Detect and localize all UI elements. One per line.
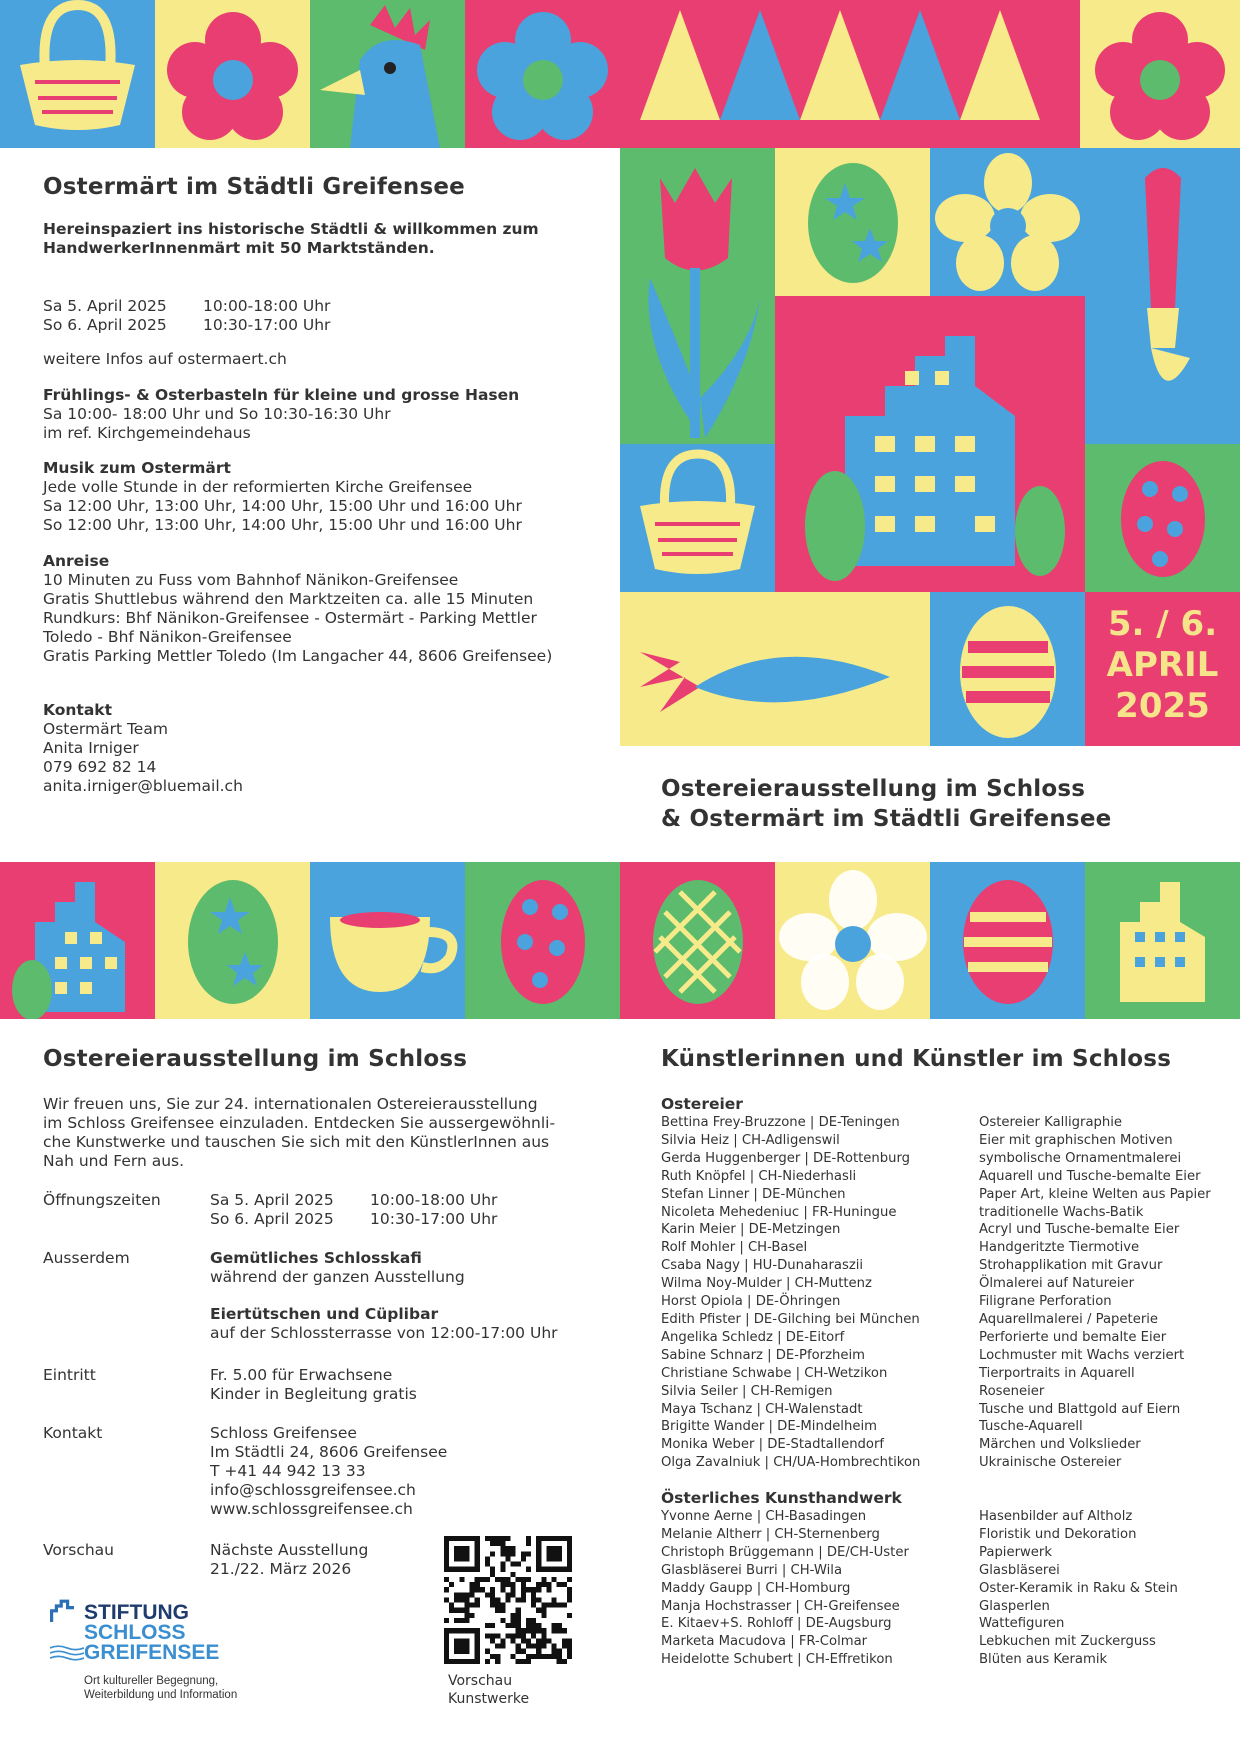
coffee-cup-icon — [310, 862, 465, 1019]
artist-name: Monika Weber | DE-Stadtallendorf — [661, 1437, 885, 1453]
carrot-tile — [1085, 148, 1240, 444]
qr-caption: Vorschau Kunstwerke — [448, 1673, 530, 1707]
rooster-tile — [310, 0, 465, 148]
artist-technique: Strohapplikation mit Gravur — [979, 1258, 1163, 1274]
artist-technique: Blüten aus Keramik — [979, 1652, 1108, 1668]
flower-tile — [155, 0, 310, 148]
carrot-tile-2 — [620, 592, 930, 746]
craft-techniques-list — [979, 1508, 1239, 1669]
artist-technique: Aquarell und Tusche-bemalte Eier — [979, 1168, 1201, 1184]
artist-name: Stefan Linner | DE-München — [661, 1186, 846, 1202]
artist-technique: Lebkuchen mit Zuckerguss — [979, 1634, 1156, 1650]
artist-name: Olga Zavalniuk | CH/UA-Hombrechtikon — [661, 1455, 921, 1471]
star-egg-tile-2 — [155, 862, 310, 1019]
artist-technique: Roseneier — [979, 1383, 1045, 1399]
artist-name: Silvia Heiz | CH-Adligenswil — [661, 1132, 840, 1148]
artist-technique: Papierwerk — [979, 1544, 1052, 1560]
tulip-icon — [620, 148, 775, 444]
flower-icon — [155, 0, 310, 148]
qr-code[interactable] — [444, 1536, 572, 1664]
artist-name: Silvia Seiler | CH-Remigen — [661, 1383, 833, 1399]
artist-technique: Märchen und Volkslieder — [979, 1437, 1141, 1453]
castle-logo-icon — [50, 1598, 82, 1630]
date-tile — [1085, 592, 1240, 746]
market-awning-icon — [620, 0, 1080, 148]
kontakt-block: Kontakt Ostermärt Team Anita Irniger 079 692 82 14 anita.irniger@bluemail.ch — [43, 701, 613, 796]
basket-icon — [620, 444, 775, 592]
poster-illustration — [620, 148, 1240, 746]
artist-technique: Eier mit graphischen Motiven — [979, 1132, 1173, 1148]
dotted-egg-tile-2 — [465, 862, 620, 1019]
striped-egg-icon — [930, 862, 1085, 1019]
ostermaert-dates: Sa 5. April 2025 10:00-18:00 Uhr So 6. April 2025 10:30-17:00 Uhr — [43, 297, 331, 334]
artist-technique: Ukrainische Ostereier — [979, 1455, 1122, 1471]
artist-technique: Tierportraits in Aquarell — [979, 1365, 1135, 1381]
flower-tile-2 — [465, 0, 620, 148]
artist-name: Brigitte Wander | DE-Mindelheim — [661, 1419, 877, 1435]
artist-technique: Tusche-Aquarell — [979, 1419, 1083, 1435]
eggs-names-list — [661, 1114, 961, 1472]
artist-name: Angelika Schledz | DE-Eitorf — [661, 1329, 845, 1345]
contact-email[interactable]: info@schlossgreifensee.ch — [210, 1481, 416, 1499]
exhibition-intro: Wir freuen uns, Sie zur 24. internationalen Ostereierausstellung im Schloss Greifensee einzuladen. Entdecken Sie aussergewöhnli- che Kunstwerke und tauschen Sie sich mit den KünstlerInnen aus Nah und Fern aus. — [43, 1095, 556, 1170]
flower-icon — [1080, 0, 1240, 148]
tulip-tile — [620, 148, 775, 444]
craft-heading: Österliches Kunsthandwerk — [661, 1489, 902, 1507]
top-illustration-strip — [0, 0, 1240, 148]
star-egg-icon — [775, 148, 930, 296]
artist-name: Christoph Brüggemann | DE/CH-Uster — [661, 1544, 909, 1560]
waves-logo-icon — [50, 1644, 84, 1662]
striped-egg-icon — [930, 592, 1085, 746]
artist-technique: Acryl und Tusche-bemalte Eier — [979, 1222, 1180, 1238]
artists-title: Künstlerinnen und Künstler im Schloss — [661, 1046, 1172, 1072]
dotted-egg-icon — [1085, 444, 1240, 592]
basket-icon — [0, 0, 155, 148]
stiftung-logo — [50, 1598, 280, 1708]
artist-technique: Glasperlen — [979, 1598, 1050, 1614]
eggs-heading: Ostereier — [661, 1095, 743, 1113]
dotted-egg-tile — [1085, 444, 1240, 592]
logo-line-3: GREIFENSEE — [84, 1641, 220, 1664]
basket-tile — [0, 0, 155, 148]
date-line-3: 2025 — [1115, 686, 1210, 726]
flower-icon — [465, 0, 620, 148]
date-line-1: 5. / 6. — [1107, 604, 1218, 644]
cup-tile — [310, 862, 465, 1019]
flower-tile-3 — [1080, 0, 1240, 148]
artist-name: Glasbläserei Burri | CH-Wila — [661, 1562, 843, 1578]
artist-name: E. Kitaev+S. Rohloff | DE-Augsburg — [661, 1616, 892, 1632]
flower-tile-5 — [775, 862, 930, 1019]
artist-technique: Wattefiguren — [979, 1616, 1065, 1632]
artist-technique: Tusche und Blattgold auf Eiern — [979, 1401, 1181, 1417]
artist-name: Sabine Schnarz | DE-Pforzheim — [661, 1347, 865, 1363]
artist-name: Karin Meier | DE-Metzingen — [661, 1222, 841, 1238]
artist-name: Maya Tschanz | CH-Walenstadt — [661, 1401, 863, 1417]
artist-name: Nicoleta Mehedeniuc | FR-Huningue — [661, 1204, 897, 1220]
more-info-link[interactable]: weitere Infos auf ostermaert.ch — [43, 350, 287, 368]
flower-icon — [775, 862, 930, 1019]
ostermaert-intro: Hereinspaziert ins historische Städtli & willkommen zum HandwerkerInnenmärt mit 50 Marktständen. — [43, 220, 539, 257]
ostermaert-section — [43, 172, 613, 796]
artist-technique: Perforierte und bemalte Eier — [979, 1329, 1167, 1345]
carrot-brush-icon — [1085, 148, 1240, 444]
artist-technique: Aquarellmalerei / Papeterie — [979, 1311, 1159, 1327]
checkered-egg-icon — [620, 862, 775, 1019]
eggs-techniques-list — [979, 1114, 1239, 1472]
artist-technique: Glasbläserei — [979, 1562, 1060, 1578]
artist-technique: traditionelle Wachs-Batik — [979, 1204, 1144, 1220]
house-tile-3 — [1085, 862, 1240, 1019]
house-tile-2 — [0, 862, 155, 1019]
artist-technique: Ölmalerei auf Natureier — [979, 1276, 1135, 1292]
kontakt-email[interactable]: anita.irniger@bluemail.ch — [43, 777, 243, 795]
artist-name: Ruth Knöpfel | CH-Niederhasli — [661, 1168, 857, 1184]
house-icon — [775, 296, 1085, 592]
logo-line-1: STIFTUNG — [84, 1601, 189, 1624]
artist-name: Melanie Altherr | CH-Sternenberg — [661, 1526, 880, 1542]
artist-name: Edith Pfister | DE-Gilching bei München — [661, 1311, 920, 1327]
artist-name: Csaba Nagy | HU-Dunaharaszii — [661, 1258, 864, 1274]
artist-name: Christiane Schwabe | CH-Wetzikon — [661, 1365, 888, 1381]
awning-tile — [620, 0, 1080, 148]
basteln-block: Frühlings- & Osterbasteln für kleine und grosse Hasen Sa 10:00- 18:00 Uhr und So 10:30-16:30 Uhr im ref. Kirchgemeindehaus — [43, 386, 520, 442]
logo-tagline-1: Ort kultureller Begegnung, — [84, 1675, 219, 1687]
basket-tile-2 — [620, 444, 775, 592]
poster-title: Ostereierausstellung im Schloss & Ostermärt im Städtli Greifensee — [661, 776, 1112, 832]
artist-technique: Hasenbilder auf Altholz — [979, 1509, 1133, 1524]
middle-illustration-strip — [0, 862, 1240, 1019]
contact-website[interactable]: www.schlossgreifensee.ch — [210, 1500, 413, 1518]
artist-name: Heidelotte Schubert | CH-Effretikon — [661, 1652, 893, 1668]
artist-name: Bettina Frey-Bruzzone | DE-Teningen — [661, 1115, 900, 1130]
artist-technique: Floristik und Dekoration — [979, 1526, 1137, 1542]
exhibition-title: Ostereierausstellung im Schloss — [43, 1046, 468, 1072]
flower-icon — [930, 148, 1085, 296]
craft-names-list — [661, 1508, 961, 1669]
artist-technique: Ostereier Kalligraphie — [979, 1115, 1123, 1130]
artist-name: Horst Opiola | DE-Öhringen — [661, 1294, 841, 1310]
logo-tagline-2: Weiterbildung und Information — [84, 1689, 238, 1701]
artist-name: Yvonne Aerne | CH-Basadingen — [661, 1509, 867, 1524]
ostermaert-title: Ostermärt im Städtli Greifensee — [43, 174, 465, 200]
star-egg-icon — [155, 862, 310, 1019]
striped-egg-tile-2 — [930, 862, 1085, 1019]
dotted-egg-icon — [465, 862, 620, 1019]
date-line-2: APRIL — [1106, 645, 1219, 685]
artist-name: Marketa Macudova | FR-Colmar — [661, 1634, 868, 1650]
artist-technique: Oster-Keramik in Raku & Stein — [979, 1580, 1178, 1596]
artist-technique: Paper Art, kleine Welten aus Papier — [979, 1186, 1211, 1202]
artist-name: Gerda Huggenberger | DE-Rottenburg — [661, 1150, 911, 1166]
qr-code-icon[interactable] — [444, 1536, 572, 1664]
musik-block: Musik zum Ostermärt Jede volle Stunde in der reformierten Kirche Greifensee Sa 12:00 Uhr, 13:00 Uhr, 14:00 Uhr, 15:00 Uhr und 16:00 Uhr So 12:00 Uhr, 13:00 Uhr, 14:00 Uhr, 15:00 Uhr und 16:00 Uhr — [43, 459, 522, 534]
house-icon — [1085, 862, 1240, 1019]
artist-technique: Filigrane Perforation — [979, 1294, 1112, 1310]
artist-technique: Handgeritzte Tiermotive — [979, 1240, 1140, 1256]
artist-technique: Lochmuster mit Wachs verziert — [979, 1347, 1185, 1363]
artist-name: Maddy Gaupp | CH-Homburg — [661, 1580, 851, 1596]
artist-technique: symbolische Ornamentmalerei — [979, 1150, 1182, 1166]
carrot-icon — [620, 592, 930, 746]
house-tile — [775, 296, 1085, 592]
house-icon — [0, 862, 155, 1019]
striped-egg-tile — [930, 592, 1085, 746]
artist-name: Manja Hochstrasser | CH-Greifensee — [661, 1598, 900, 1614]
artist-name: Wilma Noy-Mulder | CH-Muttenz — [661, 1276, 872, 1292]
anreise-block: Anreise 10 Minuten zu Fuss vom Bahnhof Nänikon-Greifensee Gratis Shuttlebus während den Marktzeiten ca. alle 15 Minuten Rundkurs: Bhf Nänikon-Greifensee - Ostermärt - Parking Mettler Toledo - Bhf Nänikon-Greifensee Gratis Parking Mettler Toledo (Im Langacher 44, 8606 Greifensee) — [43, 552, 553, 665]
egg-stars-tile — [775, 148, 930, 296]
logo-line-2: SCHLOSS — [84, 1621, 186, 1644]
flower-tile-4 — [930, 148, 1085, 296]
artist-name: Rolf Mohler | CH-Basel — [661, 1240, 808, 1256]
checkered-egg-tile — [620, 862, 775, 1019]
rooster-icon — [310, 0, 465, 148]
